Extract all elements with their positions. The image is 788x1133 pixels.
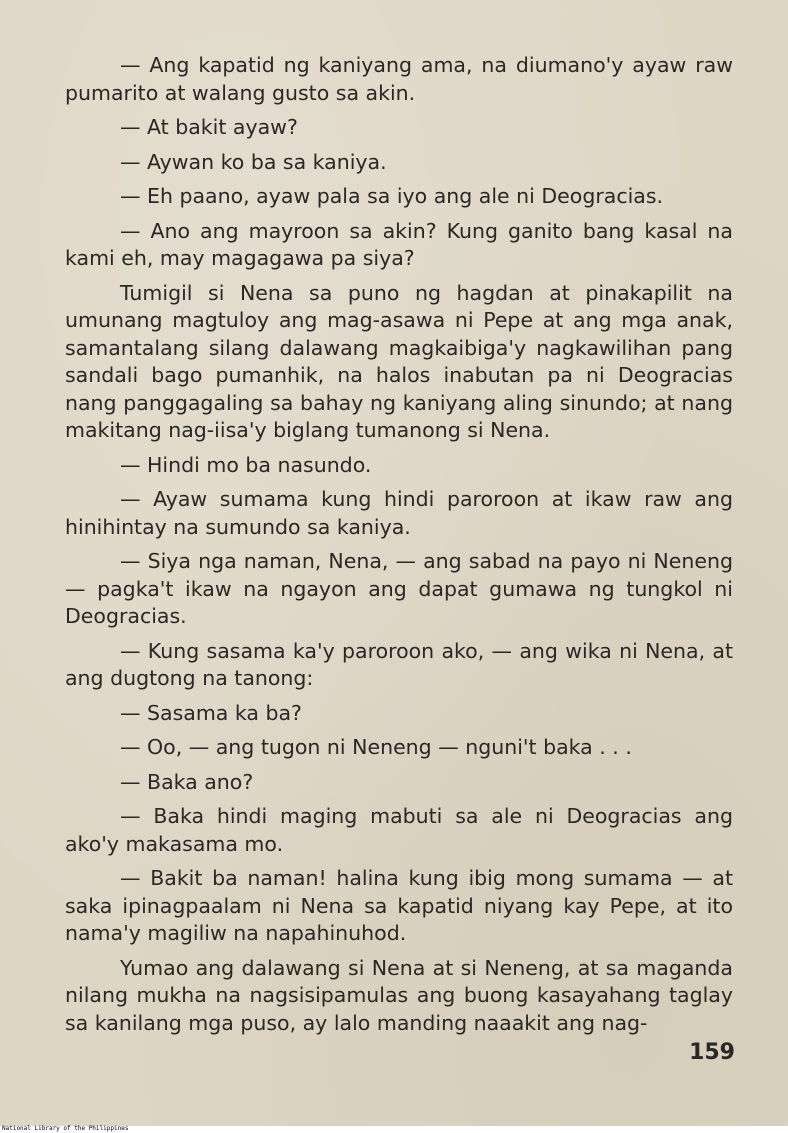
paragraph: — Siya nga naman, Nena, — ang sabad na payo ni Neneng — pagka't ikaw na ngayon ang dapat gumawa ng tungkol ni Deogracias. (65, 549, 733, 628)
paragraph: — Ayaw sumama kung hindi paroroon at ikaw raw ang hinihintay na sumundo sa kaniya. (65, 487, 733, 539)
paragraph: — Sasama ka ba? (120, 700, 302, 725)
paragraph: — At bakit ayaw? (120, 115, 298, 139)
paragraph: — Bakit ba naman! halina kung ibig mong sumama — at saka ipinagpaalam ni Nena sa kapatid niyang kay Pepe, at ito nama'y magiliw na napahinuhod. (65, 866, 733, 945)
paragraph: — Aywan ko ba sa kaniya. (120, 149, 387, 174)
body-text (65, 52, 733, 1044)
paragraph: Tumigil si Nena sa puno ng hagdan at pinakapilit na umunang magtuloy ang mag-asawa ni Pepe at ang mga anak, samantalang silang dalawang magkaibiga'y nagkawilihan pang sandali bago pumanhik, na halos inabutan pa ni Deogracias nang panggagaling sa bahay ng kaniyang aling sinundo; at nang makitang nag-iisa'y biglang tumanong si Nena. (65, 280, 733, 442)
footer-credit-bar (0, 1126, 788, 1133)
page-number: 159 (689, 1040, 735, 1065)
paragraph: — Ano ang mayroon sa akin? Kung ganito bang kasal na kami eh, may magagawa pa siya? (65, 218, 733, 270)
paragraph: — Kung sasama ka'y paroroon ako, — ang wika ni Nena, at ang dugtong na tanong: (65, 638, 733, 690)
footer-credit: National Library of the Philippines (2, 1125, 129, 1132)
paragraph: Yumao ang dalawang si Nena at si Neneng, at sa maganda nilang mukha na nagsisipamulas ang buong kasayahang taglay sa kanilang mga puso, ay lalo manding naaakit ang nag- (65, 955, 733, 1035)
paragraph: — Hindi mo ba nasundo. (120, 452, 372, 477)
paragraph: — Ang kapatid ng kaniyang ama, na diumano'y ayaw raw pumarito at walang gusto sa akin. (65, 53, 733, 105)
paragraph: — Baka ano? (120, 769, 254, 794)
paragraph: — Eh paano, ayaw pala sa iyo ang ale ni Deogracias. (120, 184, 664, 208)
paragraph: — Baka hindi maging mabuti sa ale ni Deogracias ang ako'y makasama mo. (65, 804, 733, 856)
paragraph: — Oo, — ang tugon ni Neneng — nguni't baka . . . (120, 735, 632, 759)
